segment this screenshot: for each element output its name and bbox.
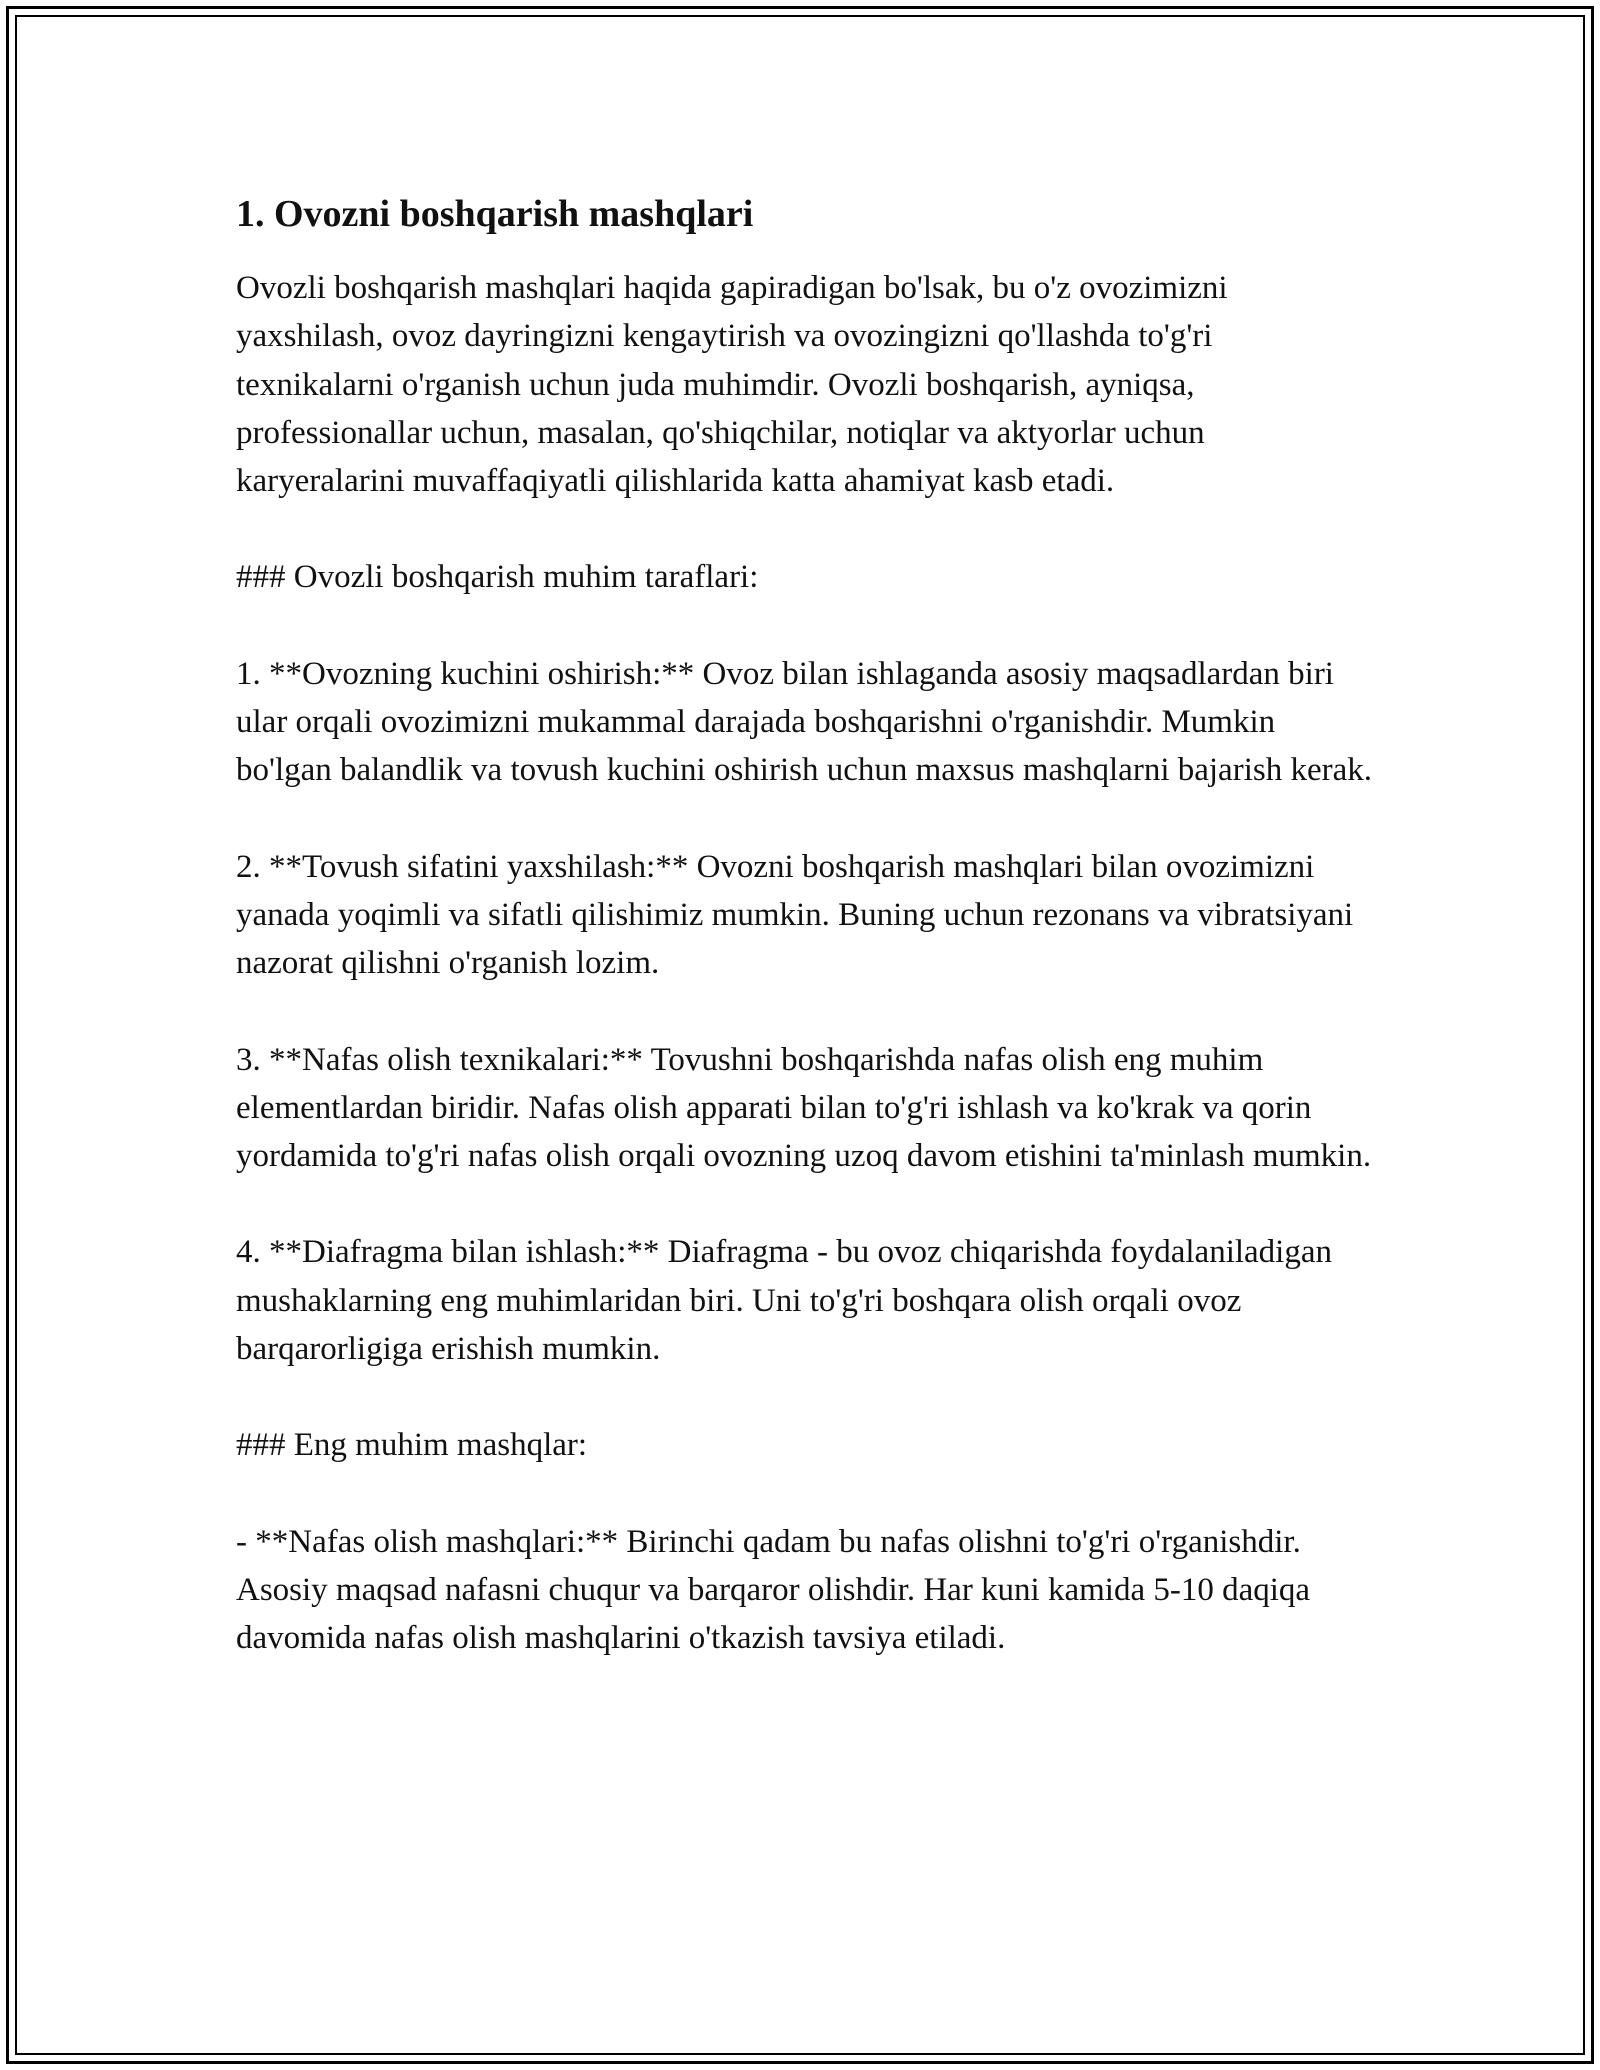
document-title: 1. Ovozni boshqarish mashqlari (236, 193, 754, 235)
intro-paragraph: Ovozli boshqarish mashqlari haqida gapiradigan bo'lsak, bu o'z ovozimizni yaxshilash, ovoz dayringizni kengaytirish va ovozingizni qo'llashda to'g'ri texnikalarni o'rganish uchun juda muhimdir. Ovozli boshqarish, ayniqsa, professionallar uchun, masalan, qo'shiqchilar, notiqlar va aktyorlar uchun karyeralarini muvaffaqiyatli qilishlarida katta ahamiyat kasb etadi. (236, 270, 1228, 500)
list-item-breathing-techniques: 3. **Nafas olish texnikalari:** Tovushni boshqarishda nafas olish eng muhim elementlardan biridir. Nafas olish apparati bilan to'g'ri ishlash va ko'krak va qorin yordamida to'g'ri nafas olish orqali ovozning uzoq davom etishini ta'minlash mumkin. (236, 1041, 1372, 1175)
bullet-breathing-exercises: - **Nafas olish mashqlari:** Birinchi qadam bu nafas olishni to'g'ri o'rganishdir. Asosiy maqsad nafasni chuqur va barqaror olishdir. Har kuni kamida 5-10 daqiqa davomida nafas olish mashqlarini o'tkazish tavsiya etiladi. (236, 1523, 1311, 1657)
list-item-diaphragm: 4. **Diafragma bilan ishlash:** Diafragma - bu ovoz chiqarishda foydalaniladigan mushaklarning eng muhimlaridan biri. Uni to'g'ri boshqara olish orqali ovoz barqarorligiga erishish mumkin. (236, 1234, 1332, 1368)
list-item-voice-power: 1. **Ovozning kuchini oshirish:** Ovoz bilan ishlaganda asosiy maqsadlardan biri ular orqali ovozimizni mukammal darajada boshqarishni o'rganishdir. Mumkin bo'lgan balandlik va tovush kuchini oshirish uchun maxsus mashqlarni bajarish kerak. (236, 655, 1372, 789)
section-heading-aspects: ### Ovozli boshqarish muhim taraflari: (236, 559, 759, 596)
list-item-sound-quality: 2. **Tovush sifatini yaxshilash:** Ovozni boshqarish mashqlari bilan ovozimizni yanada yoqimli va sifatli qilishimiz mumkin. Buning uchun rezonans va vibratsiyani nazorat qilishni o'rganish lozim. (236, 848, 1354, 982)
section-heading-exercises: ### Eng muhim mashqlar: (236, 1427, 588, 1464)
document-body (236, 186, 1376, 1663)
